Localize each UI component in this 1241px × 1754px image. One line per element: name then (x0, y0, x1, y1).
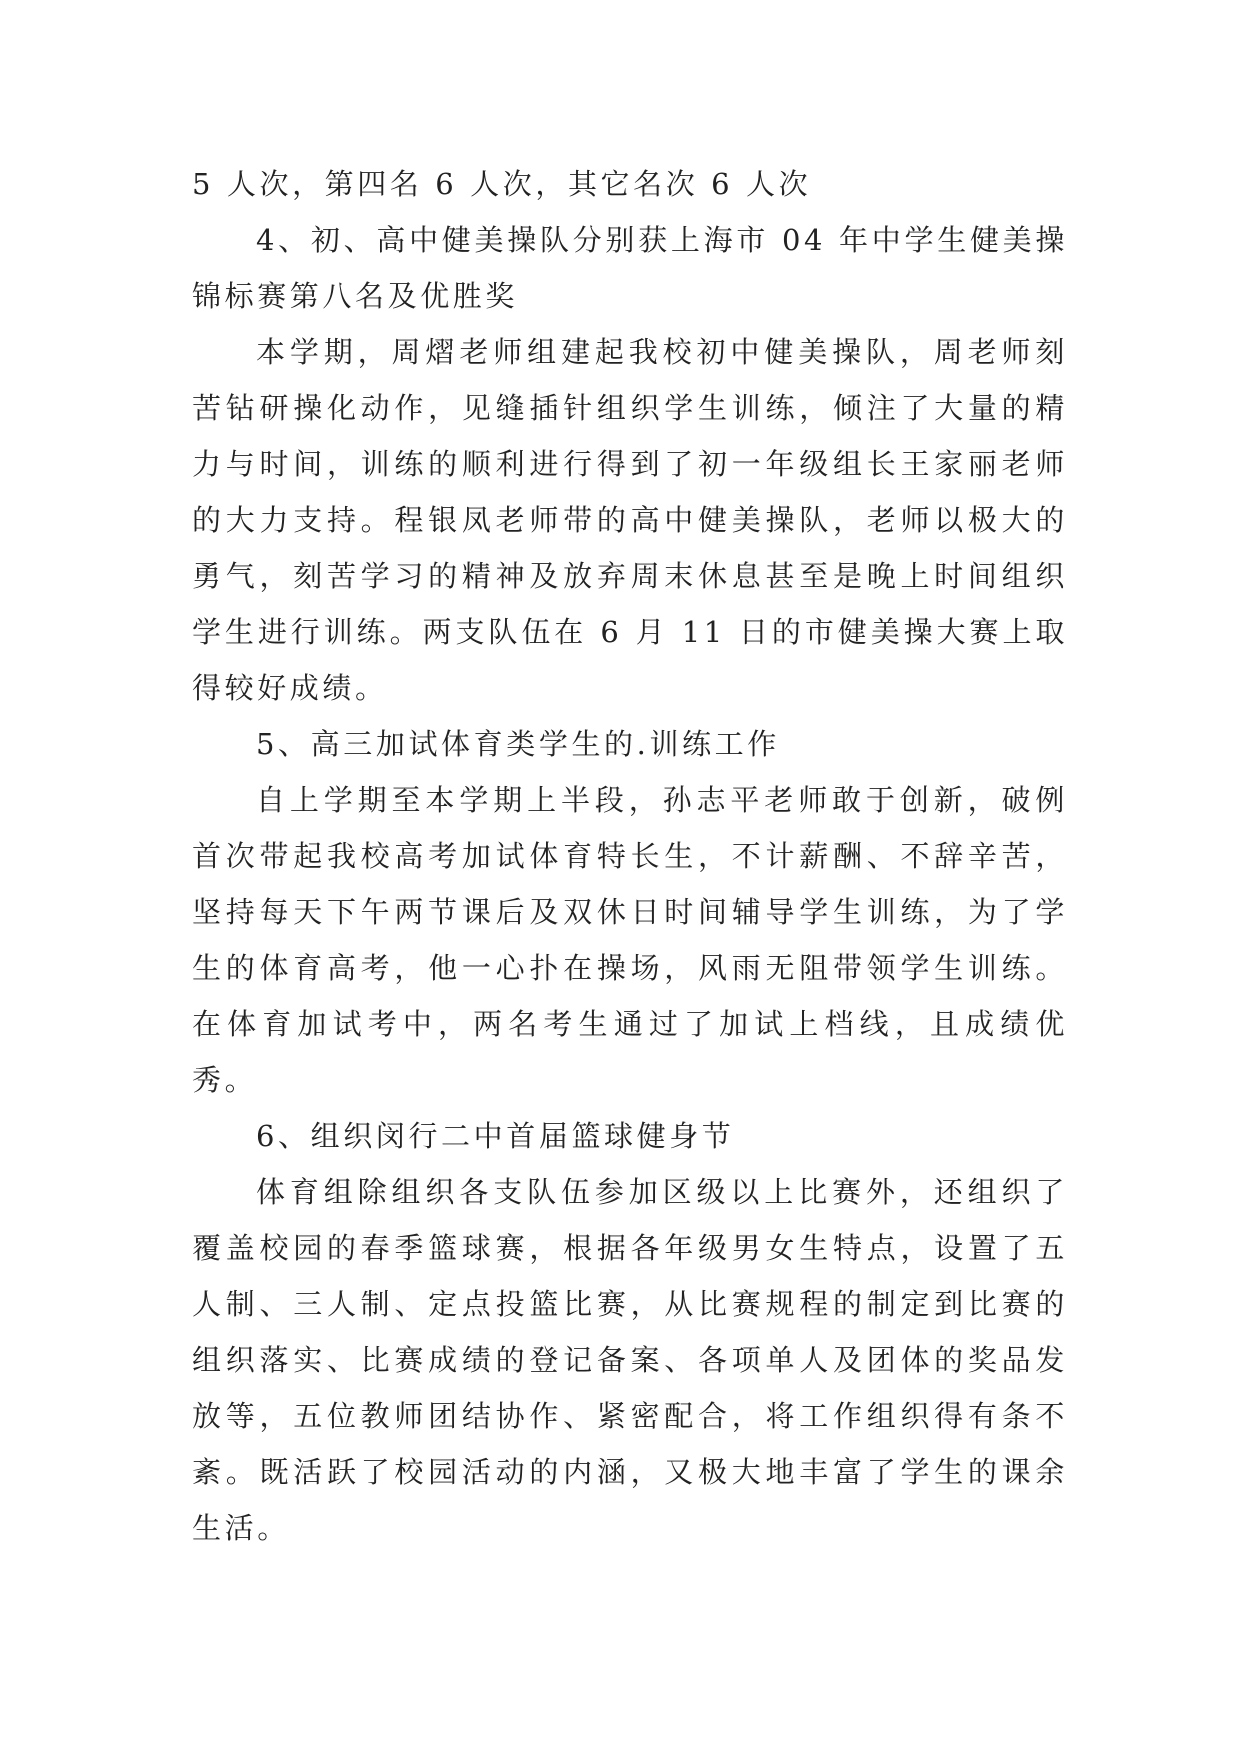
document-body (192, 156, 1068, 1556)
paragraph-basketball-festival: 体育组除组织各支队伍参加区级以上比赛外，还组织了覆盖校园的春季篮球赛，根据各年级男女生特点，设置了五人制、三人制、定点投篮比赛，从比赛规程的制定到比赛的组织落实、比赛成绩的登记备案、各项单人及团体的奖品发放等，五位教师团结协作、紧密配合，将工作组织得有条不紊。既活跃了校园活动的内涵，又极大地丰富了学生的课余生活。 (192, 1175, 1068, 1545)
paragraph-item-4-heading: 4、初、高中健美操队分别获上海市 04 年中学生健美操锦标赛第八名及优胜奖 (192, 223, 1068, 313)
paragraph-continuation: 5 人次，第四名 6 人次，其它名次 6 人次 (192, 167, 812, 201)
paragraph-sports-students: 自上学期至本学期上半段，孙志平老师敢于创新，破例首次带起我校高考加试体育特长生，不计薪酬、不辞辛苦，坚持每天下午两节课后及双休日时间辅导学生训练，为了学生的体育高考，他一心扑在操场，风雨无阻带领学生训练。在体育加试考中，两名考生通过了加试上档线，且成绩优秀。 (192, 783, 1068, 1097)
paragraph-item-6-heading: 6、组织闵行二中首届篮球健身节 (256, 1119, 735, 1153)
paragraph-aerobics-team: 本学期，周熠老师组建起我校初中健美操队，周老师刻苦钻研操化动作，见缝插针组织学生训练，倾注了大量的精力与时间，训练的顺利进行得到了初一年级组长王家丽老师的大力支持。程银凤老师带的高中健美操队，老师以极大的勇气，刻苦学习的精神及放弃周末休息甚至是晚上时间组织学生进行训练。两支队伍在 6 月 11 日的市健美操大赛上取得较好成绩。 (192, 335, 1068, 705)
paragraph-item-5-heading: 5、高三加试体育类学生的.训练工作 (256, 727, 780, 761)
